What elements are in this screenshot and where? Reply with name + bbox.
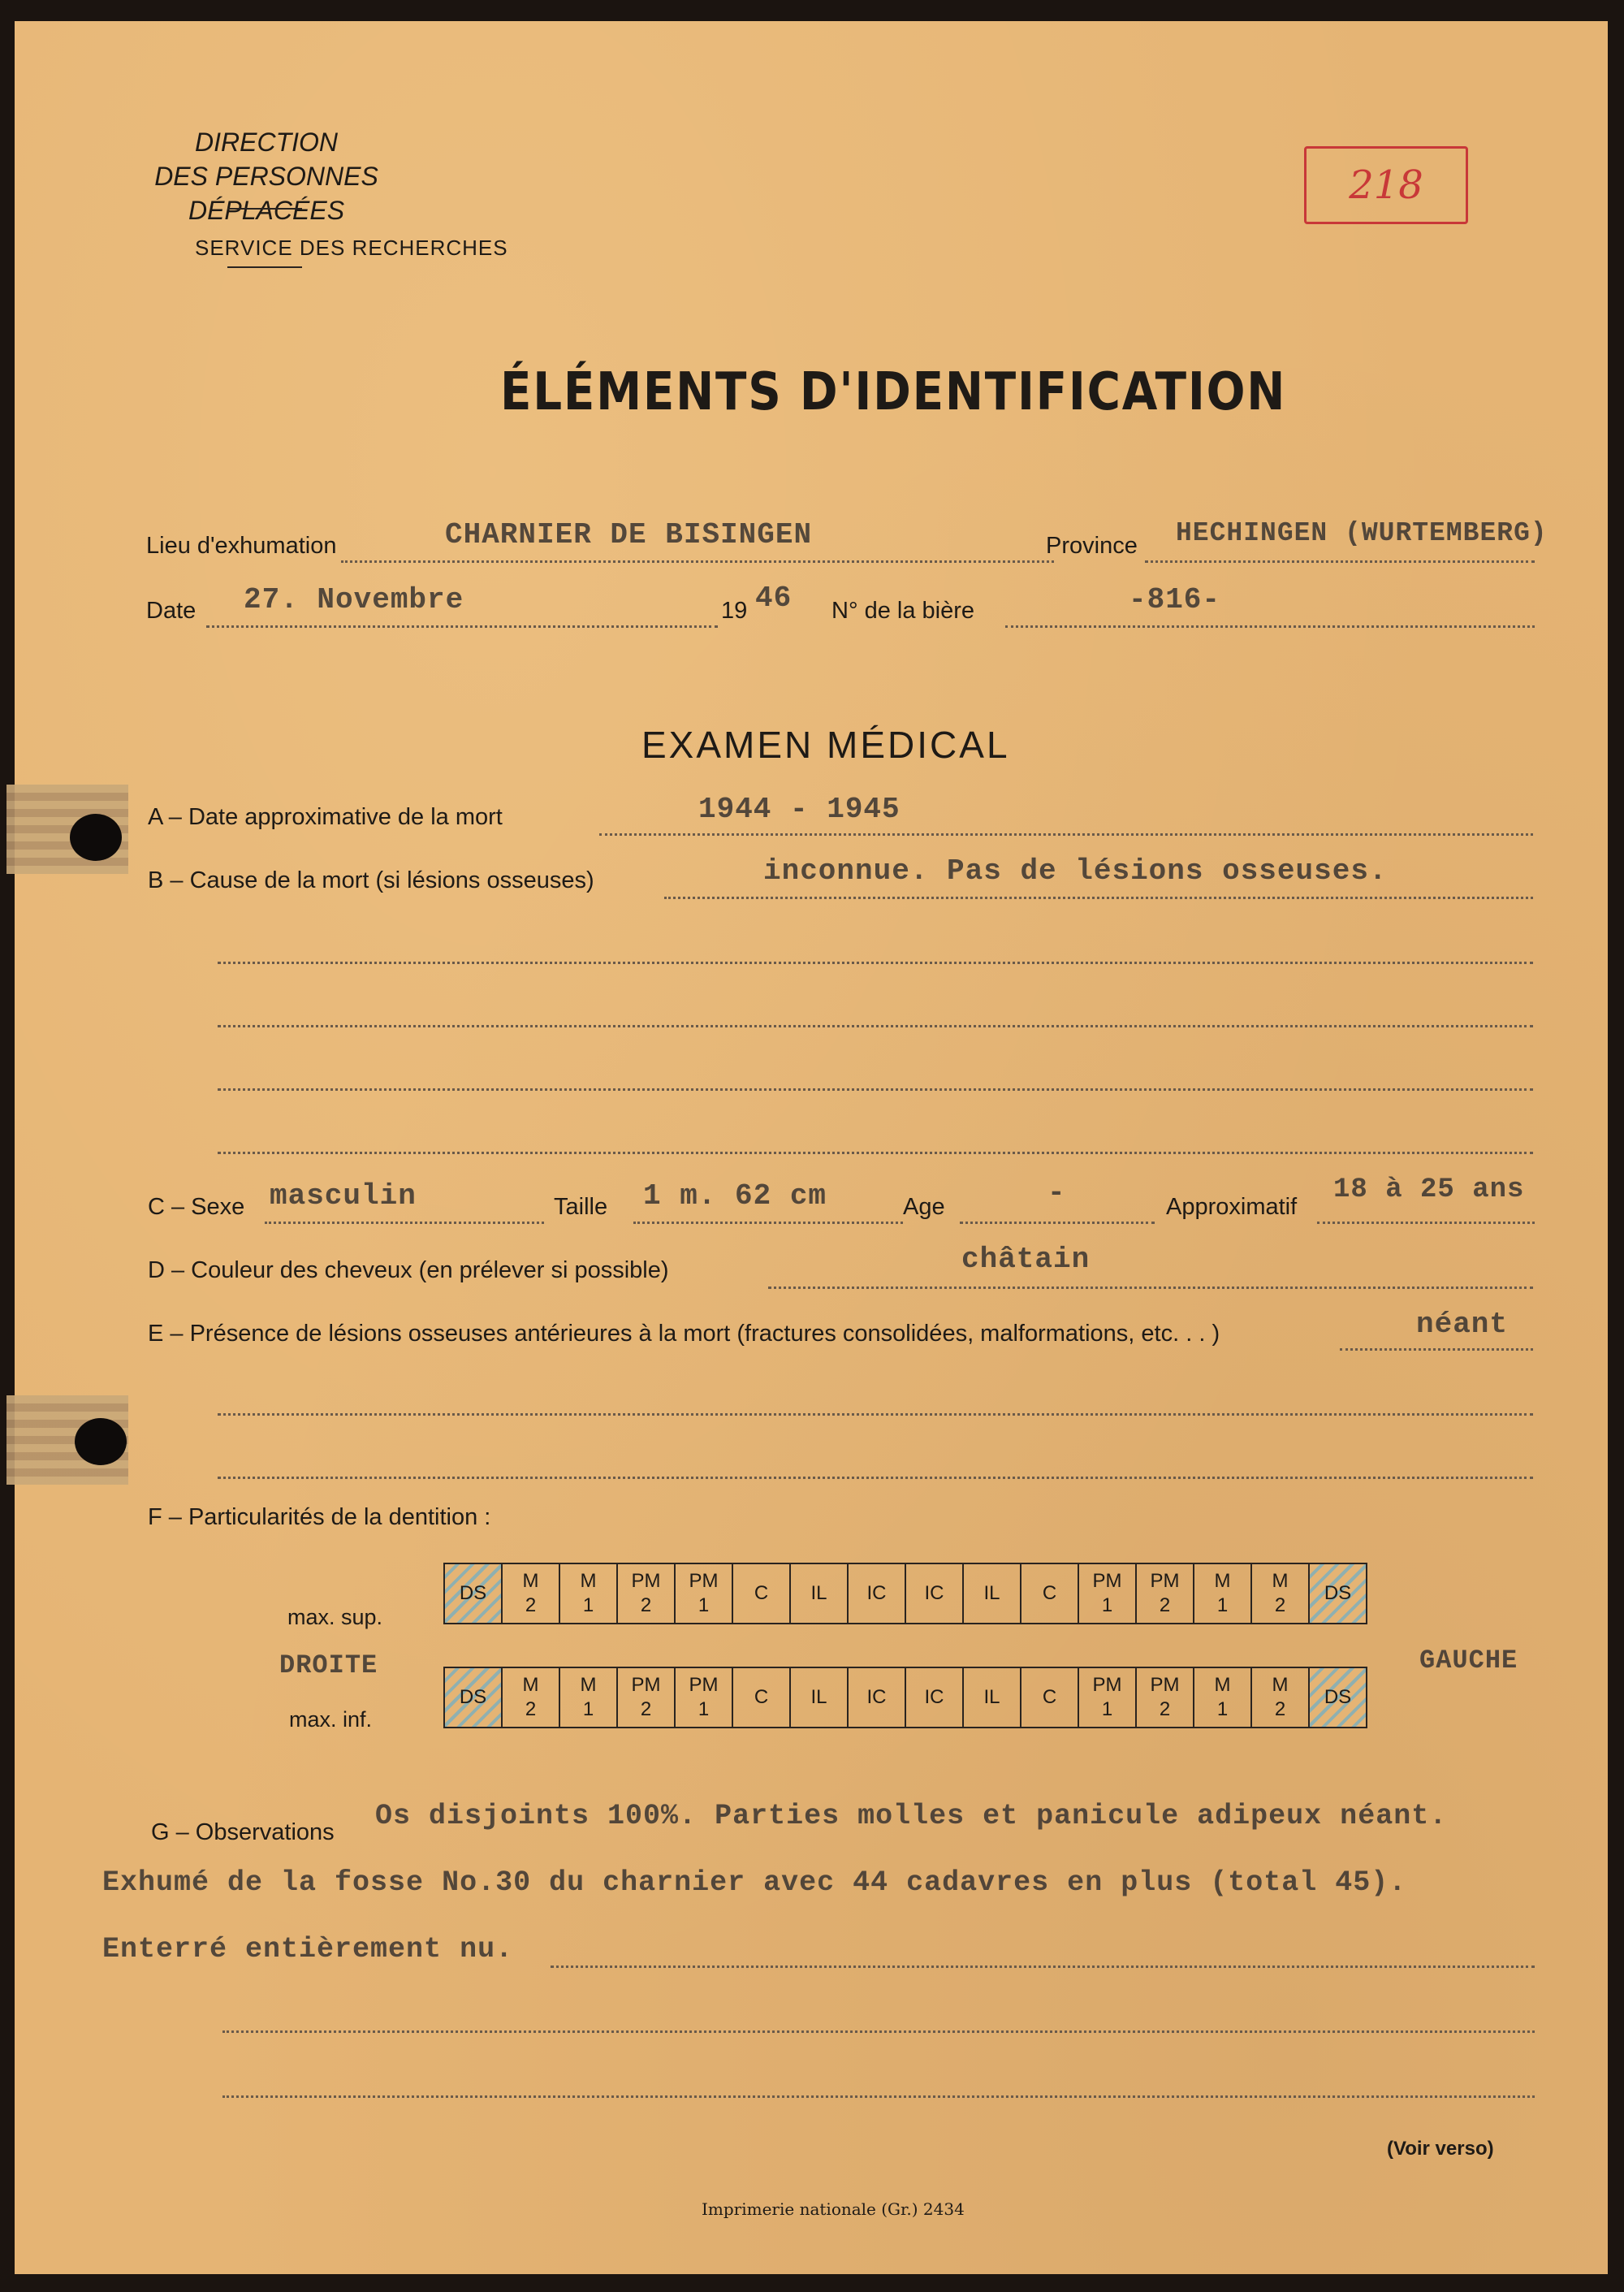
- field-d-value: châtain: [961, 1243, 1091, 1276]
- lieu-label: Lieu d'exhumation: [146, 533, 337, 559]
- field-b-label: B – Cause de la mort (si lésions osseuses): [148, 867, 594, 893]
- tooth-code: M: [1272, 1570, 1289, 1592]
- field-e-extra-line-2: [218, 1477, 1533, 1479]
- field-b-extra-line-4: [218, 1152, 1533, 1154]
- dentition-lower-chart: [443, 1667, 1367, 1728]
- tooth-code: M: [580, 1570, 597, 1592]
- field-b-value: inconnue. Pas de lésions osseuses.: [763, 854, 1388, 888]
- observation-line-2: Exhumé de la fosse No.30 du charnier avec 44 cadavres en plus (total 45).: [102, 1866, 1407, 1899]
- field-d-dotted-line: [768, 1287, 1533, 1289]
- tooth-cell: [559, 1667, 617, 1728]
- year-value: 46: [755, 582, 793, 615]
- tooth-index: 1: [1216, 1594, 1229, 1616]
- date-dotted-line: [206, 625, 718, 628]
- tooth-code: M: [580, 1674, 597, 1696]
- tooth-index: 2: [640, 1698, 652, 1720]
- tooth-code: IC: [924, 1686, 944, 1708]
- tooth-index: 1: [1101, 1594, 1113, 1616]
- service-name: SERVICE DES RECHERCHES: [195, 236, 508, 260]
- tooth-index: 2: [1274, 1594, 1286, 1616]
- observation-line-3: Enterré entièrement nu.: [102, 1933, 514, 1965]
- observation-dotted-line-5: [222, 2095, 1535, 2098]
- tooth-code: PM: [689, 1674, 719, 1696]
- section-title: EXAMEN MÉDICAL: [641, 724, 1010, 766]
- tooth-code: DS: [459, 1582, 487, 1604]
- field-d-label: D – Couleur des cheveux (en prélever si possible): [148, 1257, 669, 1283]
- tooth-index: 1: [582, 1698, 594, 1720]
- tooth-code: PM: [631, 1570, 661, 1592]
- tooth-cell: [1021, 1667, 1078, 1728]
- tooth-cell: [1251, 1563, 1309, 1624]
- field-c-approx-label: Approximatif: [1166, 1194, 1298, 1220]
- tooth-cell: [444, 1563, 502, 1624]
- field-c-taille-dotted-line: [633, 1222, 903, 1224]
- tooth-code: DS: [1324, 1686, 1352, 1708]
- header-divider-1: [227, 208, 302, 210]
- field-e-dotted-line: [1340, 1348, 1533, 1351]
- tooth-code: M: [1214, 1674, 1231, 1696]
- dentition-upper-chart: [443, 1563, 1367, 1624]
- field-e-label: E – Présence de lésions osseuses antérieures à la mort (fractures consolidées, malformations, etc. . . ): [148, 1321, 1220, 1347]
- tooth-cell: [905, 1563, 963, 1624]
- tooth-code: C: [754, 1582, 769, 1604]
- lieu-dotted-line: [341, 560, 1054, 563]
- max-sup-label: max. sup.: [287, 1605, 383, 1629]
- field-c-taille-label: Taille: [554, 1194, 608, 1220]
- field-c-age-dotted-line: [960, 1222, 1155, 1224]
- droite-label: DROITE: [279, 1650, 378, 1680]
- stamp-number: 218: [1349, 162, 1423, 208]
- tooth-code: M: [1214, 1570, 1231, 1592]
- province-dotted-line: [1145, 560, 1535, 563]
- tooth-code: C: [1042, 1686, 1057, 1708]
- tooth-code: DS: [1324, 1582, 1352, 1604]
- field-b-extra-line-1: [218, 962, 1533, 964]
- field-e-value: néant: [1416, 1308, 1509, 1341]
- tooth-code: IL: [983, 1582, 1000, 1604]
- page-title: ÉLÉMENTS D'IDENTIFICATION: [500, 362, 1287, 422]
- tooth-cell: [1194, 1667, 1251, 1728]
- tooth-code: PM: [1092, 1674, 1122, 1696]
- field-c-age-label: Age: [903, 1194, 945, 1220]
- biere-label: N° de la bière: [831, 598, 975, 624]
- field-a-value: 1944 - 1945: [698, 793, 901, 826]
- tooth-cell: [444, 1667, 502, 1728]
- field-b-dotted-line: [664, 897, 1533, 899]
- form-page: [15, 21, 1608, 2274]
- date-value: 27. Novembre: [244, 583, 464, 616]
- tooth-cell: [1309, 1667, 1367, 1728]
- tooth-cell: [905, 1667, 963, 1728]
- tooth-cell: [848, 1563, 905, 1624]
- tooth-cell: [1251, 1667, 1309, 1728]
- date-label: Date: [146, 598, 197, 624]
- punch-hole-1: [70, 814, 122, 861]
- tooth-code: IL: [810, 1686, 827, 1708]
- tooth-cell: [790, 1667, 848, 1728]
- field-f-label: F – Particularités de la dentition :: [148, 1504, 491, 1530]
- reference-stamp: [1304, 146, 1468, 224]
- tooth-index: 1: [1101, 1698, 1113, 1720]
- tooth-code: PM: [1092, 1570, 1122, 1592]
- tooth-index: 1: [698, 1698, 710, 1720]
- field-b-extra-line-3: [218, 1088, 1533, 1091]
- tooth-index: 2: [640, 1594, 652, 1616]
- tooth-index: 1: [698, 1594, 710, 1616]
- tooth-code: PM: [1150, 1674, 1180, 1696]
- tooth-cell: [963, 1563, 1021, 1624]
- max-inf-label: max. inf.: [289, 1707, 373, 1732]
- tooth-cell: [790, 1563, 848, 1624]
- tooth-cell: [502, 1563, 559, 1624]
- lieu-value: CHARNIER DE BISINGEN: [445, 518, 813, 551]
- punch-hole-2: [75, 1418, 127, 1465]
- tooth-cell: [502, 1667, 559, 1728]
- tooth-code: PM: [689, 1570, 719, 1592]
- tooth-index: 2: [1274, 1698, 1286, 1720]
- tooth-cell: [1078, 1563, 1136, 1624]
- tooth-index: 2: [525, 1698, 537, 1720]
- tooth-code: IL: [983, 1686, 1000, 1708]
- tooth-code: IC: [866, 1582, 887, 1604]
- voir-verso: (Voir verso): [1387, 2138, 1494, 2160]
- field-a-dotted-line: [599, 833, 1533, 836]
- biere-dotted-line: [1005, 625, 1535, 628]
- tooth-index: 2: [1159, 1594, 1171, 1616]
- field-c-sexe-value: masculin: [270, 1179, 417, 1213]
- field-b-extra-line-2: [218, 1025, 1533, 1027]
- tooth-cell: [1194, 1563, 1251, 1624]
- tooth-cell: [559, 1563, 617, 1624]
- province-value: HECHINGEN (WURTEMBERG): [1176, 518, 1548, 548]
- observation-dotted-line-3: [551, 1965, 1535, 1968]
- tooth-code: PM: [631, 1674, 661, 1696]
- observation-dotted-line-4: [222, 2030, 1535, 2033]
- gauche-label: GAUCHE: [1419, 1645, 1518, 1676]
- tooth-code: IC: [924, 1582, 944, 1604]
- printer-imprint: Imprimerie nationale (Gr.) 2434: [702, 2199, 965, 2219]
- tooth-index: 2: [525, 1594, 537, 1616]
- tooth-index: 1: [582, 1594, 594, 1616]
- tooth-cell: [1136, 1563, 1194, 1624]
- tooth-code: IC: [866, 1686, 887, 1708]
- field-c-approx-dotted-line: [1317, 1222, 1535, 1224]
- tooth-cell: [1309, 1563, 1367, 1624]
- year-prefix: 19: [721, 598, 748, 624]
- tooth-code: IL: [810, 1582, 827, 1604]
- biere-value: -816-: [1129, 583, 1221, 616]
- field-c-age-value: -: [1047, 1176, 1066, 1209]
- tooth-cell: [675, 1667, 732, 1728]
- tooth-code: DS: [459, 1686, 487, 1708]
- tooth-cell: [675, 1563, 732, 1624]
- tooth-index: 2: [1159, 1698, 1171, 1720]
- field-g-label: G – Observations: [151, 1819, 335, 1845]
- tooth-cell: [1021, 1563, 1078, 1624]
- field-c-sexe-dotted-line: [265, 1222, 544, 1224]
- tooth-code: M: [522, 1570, 539, 1592]
- field-c-sexe-label: C – Sexe: [148, 1194, 245, 1220]
- field-e-extra-line-1: [218, 1413, 1533, 1416]
- tooth-cell: [963, 1667, 1021, 1728]
- tooth-code: M: [522, 1674, 539, 1696]
- tooth-cell: [732, 1563, 790, 1624]
- tooth-code: PM: [1150, 1570, 1180, 1592]
- tooth-code: M: [1272, 1674, 1289, 1696]
- tooth-index: 1: [1216, 1698, 1229, 1720]
- tooth-cell: [617, 1563, 675, 1624]
- header-divider-2: [227, 266, 302, 268]
- tooth-cell: [1078, 1667, 1136, 1728]
- tooth-cell: [732, 1667, 790, 1728]
- tooth-cell: [617, 1667, 675, 1728]
- tooth-cell: [848, 1667, 905, 1728]
- field-c-taille-value: 1 m. 62 cm: [643, 1179, 827, 1213]
- direction-line2: DES PERSONNES DÉPLACÉES: [154, 162, 378, 225]
- observation-line-1: Os disjoints 100%. Parties molles et panicule adipeux néant.: [375, 1800, 1448, 1832]
- tooth-code: C: [1042, 1582, 1057, 1604]
- direction-line1: DIRECTION: [195, 128, 338, 157]
- field-c-approx-value: 18 à 25 ans: [1333, 1174, 1525, 1205]
- field-a-label: A – Date approximative de la mort: [148, 804, 503, 830]
- tooth-cell: [1136, 1667, 1194, 1728]
- province-label: Province: [1046, 533, 1138, 559]
- tooth-code: C: [754, 1686, 769, 1708]
